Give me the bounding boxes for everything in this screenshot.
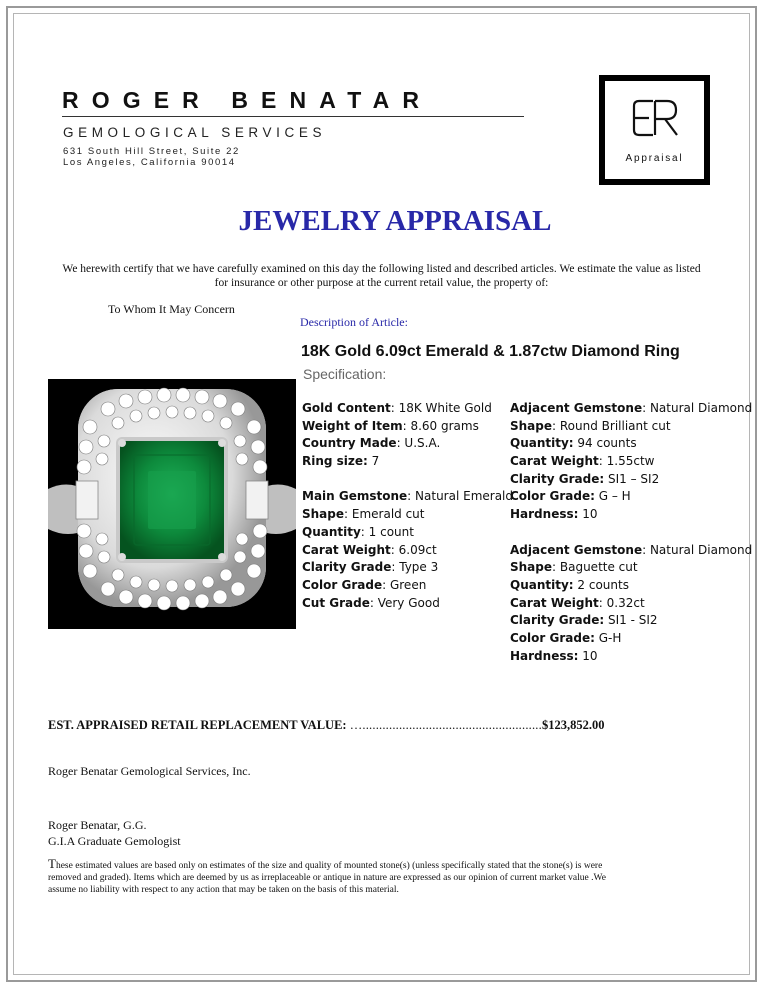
appraised-value-leader: …......................................................	[349, 718, 542, 732]
spec-adjacent-2-hardness: Hardness: 10	[510, 648, 598, 663]
ring-image	[48, 379, 296, 629]
spec-adjacent-1-carat: Carat Weight: 1.55ctw	[510, 454, 655, 469]
brand-address	[63, 146, 240, 168]
brand-name: ROGER BENATAR	[62, 87, 433, 113]
spec-weight: Weight of Item: 8.60 grams	[302, 418, 479, 433]
signer-title: G.I.A Graduate Gemologist	[48, 834, 181, 848]
spec-column-right	[510, 400, 752, 665]
disclaimer-text: hese estimated values are based only on estimates of the size and quality of mounted stone(s) (unless specifically stated that the stone(s) is were removed and graded). Items which are deemed by us as irreplaceable or antique in nature are expressed as our opinion of current market value .We assume no liability with respect to any action that may be taken on the basis of this material.	[48, 861, 606, 895]
address-line-2: Los Angeles, California 90014	[63, 157, 236, 168]
spec-adjacent-1-clarity: Clarity Grade: SI1 – SI2	[510, 471, 660, 486]
specification-label: Specification:	[303, 366, 387, 382]
spec-adjacent-2-quantity: Quantity: 2 counts	[510, 577, 629, 592]
spec-clarity: Clarity Grade: Type 3	[302, 560, 439, 575]
spec-country: Country Made: U.S.A.	[302, 436, 441, 451]
spec-carat-weight: Carat Weight: 6.09ct	[302, 542, 437, 557]
spec-adjacent-gemstone-2: Adjacent Gemstone: Natural Diamond	[510, 542, 753, 557]
spec-quantity: Quantity: 1 count	[302, 524, 414, 539]
disclaimer-initial: T	[48, 856, 56, 871]
ring-photo	[48, 379, 296, 629]
spec-column-left	[302, 400, 513, 612]
spec-shape: Shape: Emerald cut	[302, 507, 425, 522]
spec-adjacent-1-hardness: Hardness: 10	[510, 507, 598, 522]
address-line-1: 631 South Hill Street, Suite 22	[63, 146, 240, 157]
appraised-value-row	[48, 718, 604, 733]
signer-name: Roger Benatar, G.G.	[48, 818, 147, 832]
appraised-value-label: EST. APPRAISED RETAIL REPLACEMENT VALUE:	[48, 718, 347, 732]
disclaimer	[48, 858, 628, 896]
spec-main-gemstone: Main Gemstone: Natural Emerald	[302, 489, 513, 504]
recipient: To Whom It May Concern	[108, 302, 235, 316]
spec-ring-size: Ring size: 7	[302, 454, 380, 469]
spec-adjacent-2-shape: Shape: Baguette cut	[510, 560, 638, 575]
item-title: 18K Gold 6.09ct Emerald & 1.87ctw Diamond Ring	[301, 343, 680, 360]
brand-divider	[62, 116, 524, 117]
spec-adjacent-gemstone-1: Adjacent Gemstone: Natural Diamond	[510, 401, 753, 415]
spec-adjacent-2-color: Color Grade: G-H	[510, 630, 622, 645]
logo-inner	[605, 81, 704, 179]
logo-label: Appraisal	[625, 153, 684, 164]
description-label: Description of Article:	[300, 315, 408, 329]
certification-text: We herewith certify that we have carefully examined on this day the following listed and described articles. We estimate the value as listed for insurance or other purpose at the current retail value, the property of:	[62, 263, 701, 289]
spec-cut: Cut Grade: Very Good	[302, 595, 440, 610]
spec-color: Color Grade: Green	[302, 577, 427, 592]
spec-spacer	[510, 524, 752, 542]
spec-adjacent-1-quantity: Quantity: 94 counts	[510, 436, 637, 451]
spec-gold-content: Gold Content: 18K White Gold	[302, 401, 492, 415]
spec-adjacent-1-shape: Shape: Round Brilliant cut	[510, 418, 671, 433]
brand-subtitle: GEMOLOGICAL SERVICES	[63, 125, 327, 140]
spec-adjacent-2-carat: Carat Weight: 0.32ct	[510, 595, 645, 610]
company-name: Roger Benatar Gemological Services, Inc.	[48, 764, 251, 778]
spec-spacer	[302, 471, 513, 489]
spec-adjacent-1-color: Color Grade: G – H	[510, 489, 631, 504]
document-title: JEWELRY APPRAISAL	[238, 205, 552, 237]
spec-adjacent-2-clarity: Clarity Grade: SI1 - SI2	[510, 613, 658, 628]
appraised-value-amount: $123,852.00	[541, 718, 605, 732]
br-monogram-icon	[631, 95, 679, 141]
appraisal-logo	[599, 75, 710, 185]
